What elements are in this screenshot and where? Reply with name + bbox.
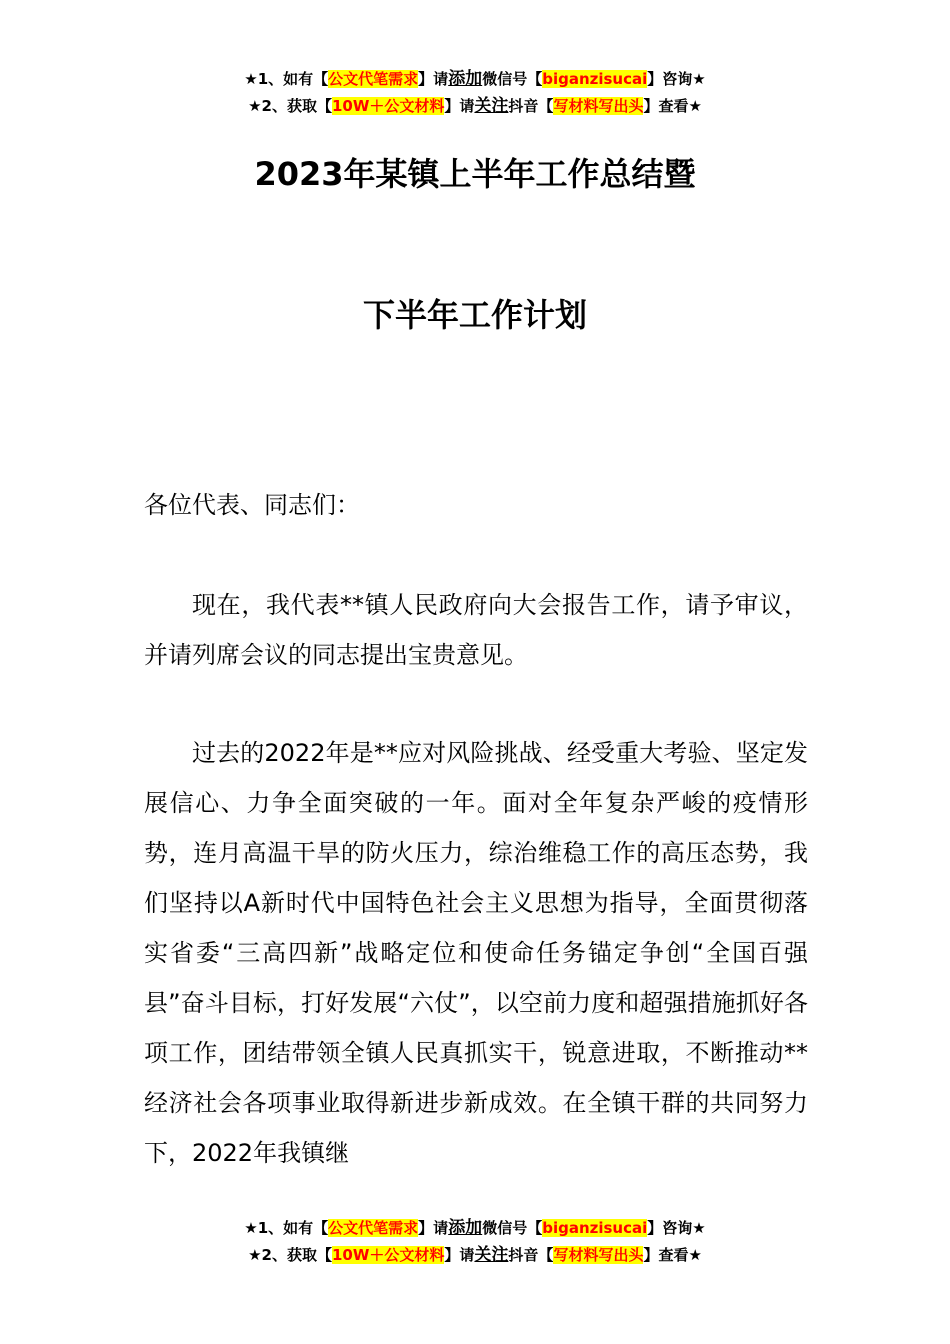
document-title-line-2: 下半年工作计划 [362, 296, 587, 334]
banner-line-1 [0, 1215, 950, 1242]
banner-emphasis: 关注 [474, 1245, 509, 1265]
banner-text: 】请 [418, 1219, 449, 1237]
banner-text: ★2、获取【 [248, 1246, 332, 1264]
banner-text: 】查看★ [643, 97, 702, 115]
banner-text: 微信号【 [482, 70, 543, 88]
paragraph-2: 过去的2022年是**应对风险挑战、经受重大考验、坚定发展信心、力争全面突破的一年。面对全年复杂严峻的疫情形势，连月高温干旱的防火压力，综治维稳工作的高压态势，我们坚持以A新时代中国特色社会主义思想为指导，全面贯彻落实省委“三高四新”战略定位和使命任务锚定争创“全国百强县”奋斗目标，打好发展“六仗”，以空前力度和超强措施抓好各项工作，团结带领全镇人民真抓实干，锐意进取，不断推动**经济社会各项事业取得新进步新成效。在全镇干群的共同努力下，2022年我镇继 [144, 739, 808, 1167]
banner-text: 】请 [444, 97, 475, 115]
banner-line-2 [0, 93, 950, 120]
banner-text: 抖音【 [508, 97, 554, 115]
highlight-douyin-id: 写材料写出头 [553, 1246, 644, 1264]
highlight-materials: 10W＋公文材料 [331, 1246, 445, 1264]
highlight-materials: 10W＋公文材料 [331, 97, 445, 115]
paragraph-1: 现在，我代表**镇人民政府向大会报告工作，请予审议，并请列席会议的同志提出宝贵意见。 [144, 591, 808, 669]
banner-emphasis: 添加 [448, 1218, 483, 1238]
banner-line-1 [0, 66, 950, 93]
banner-text: ★1、如有【 [244, 70, 329, 88]
document-title-line-1: 2023年某镇上半年工作总结暨 [254, 155, 696, 193]
highlight-wechat-id: biganzisucai [542, 70, 648, 88]
banner-text: 】请 [418, 70, 449, 88]
footer-banner [0, 1215, 950, 1269]
banner-text: 】咨询★ [647, 1219, 706, 1237]
banner-text: 】查看★ [643, 1246, 702, 1264]
highlight-service: 公文代笔需求 [328, 1219, 419, 1237]
highlight-service: 公文代笔需求 [328, 70, 419, 88]
highlight-wechat-id: biganzisucai [542, 1219, 648, 1237]
greeting: 各位代表、同志们： [144, 491, 360, 519]
banner-text: 微信号【 [482, 1219, 543, 1237]
highlight-douyin-id: 写材料写出头 [553, 97, 644, 115]
banner-text: ★1、如有【 [244, 1219, 329, 1237]
banner-text: ★2、获取【 [248, 97, 332, 115]
banner-emphasis: 关注 [474, 96, 509, 116]
banner-text: 抖音【 [508, 1246, 554, 1264]
banner-emphasis: 添加 [448, 69, 483, 89]
banner-text: 】请 [444, 1246, 475, 1264]
banner-text: 】咨询★ [647, 70, 706, 88]
banner-line-2 [0, 1242, 950, 1269]
header-banner [0, 66, 950, 120]
